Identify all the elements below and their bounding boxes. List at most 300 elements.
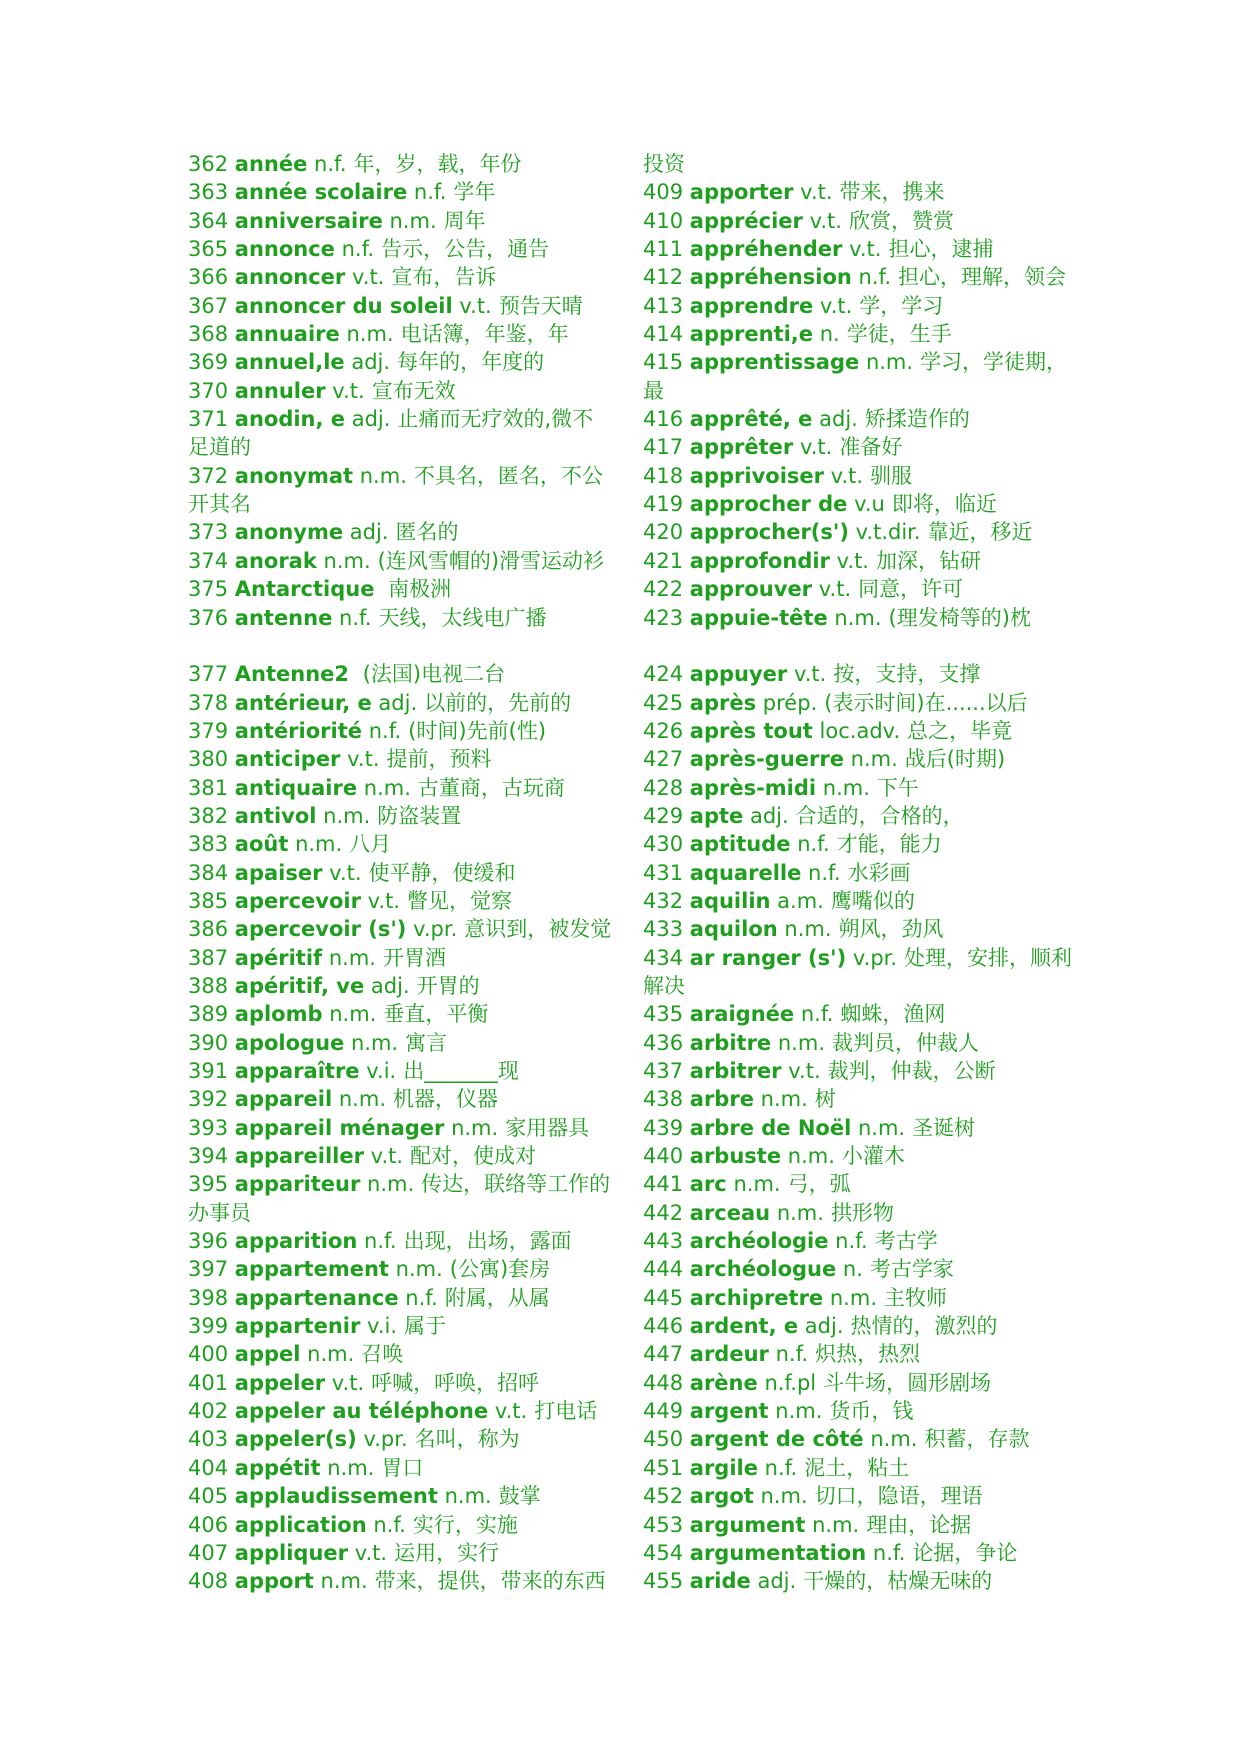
entry-part-of-speech: n.m.: [777, 1030, 825, 1055]
vocab-entry: [643, 1482, 1083, 1510]
entry-word: apprendre: [689, 293, 814, 318]
vocab-entry: [188, 462, 628, 490]
entry-part-of-speech: v.u: [854, 492, 885, 517]
entry-number: 454: [643, 1540, 684, 1565]
entry-part-of-speech: n.m.: [822, 775, 870, 800]
entry-number: 379: [188, 718, 229, 743]
vocab-entry: [643, 1029, 1083, 1057]
entry-word: appariteur: [234, 1172, 361, 1197]
entry-number: 396: [188, 1229, 229, 1254]
vocab-entry: [643, 1255, 1083, 1283]
entry-number: 407: [188, 1540, 229, 1565]
entry-number: 417: [643, 435, 684, 460]
entry-part-of-speech: n.m.: [367, 1172, 415, 1197]
entry-word: arbitrer: [689, 1059, 782, 1083]
vocab-entry: [188, 405, 628, 433]
entry-number: 364: [188, 208, 229, 233]
entry-number: 374: [188, 548, 229, 573]
entry-part-of-speech: v.t.: [354, 1540, 388, 1565]
entry-meaning: 论据，争论: [912, 1540, 1018, 1565]
entry-part-of-speech: n.f.: [373, 1512, 406, 1537]
vocab-entry: [188, 1142, 628, 1170]
entry-part-of-speech: n.m.: [834, 605, 882, 630]
vocab-entry: [643, 1454, 1083, 1482]
entry-number: 420: [643, 520, 684, 545]
vocab-entry: [643, 1511, 1083, 1539]
entry-meaning: 裁判，仲裁，公断: [827, 1059, 996, 1083]
entry-meaning: 呼喊，呼唤，招呼: [371, 1370, 540, 1395]
vocab-entry: [188, 1000, 628, 1028]
vocab-entry: [188, 1539, 628, 1567]
entry-word: apaiser: [234, 860, 323, 885]
entry-number: 403: [188, 1427, 229, 1452]
vocab-entry: [643, 433, 1083, 461]
entry-meaning: 靠近，移近: [927, 520, 1033, 545]
vocab-entry: [188, 717, 628, 745]
entry-number: 406: [188, 1512, 229, 1537]
entry-word: apologue: [234, 1030, 345, 1055]
vocab-entry: [643, 575, 1083, 603]
vocab-entry: [188, 1170, 628, 1198]
entry-number: 440: [643, 1144, 684, 1169]
entry-continuation: [188, 1199, 628, 1227]
entry-word: appeler au téléphone: [234, 1399, 489, 1424]
vocab-entry: [188, 1085, 628, 1113]
entry-meaning: 即将，临近: [891, 492, 997, 517]
entry-word: arbre: [689, 1087, 754, 1112]
entry-word: archéologue: [689, 1257, 837, 1282]
entry-word: année scolaire: [234, 180, 408, 205]
entry-part-of-speech: n.m.: [865, 350, 914, 375]
entry-number: 415: [643, 350, 684, 375]
vocab-entry: [643, 915, 1083, 943]
entry-meaning: 合适的，合格的，: [795, 803, 964, 828]
entry-word: aptitude: [689, 832, 791, 857]
entry-number: 400: [188, 1342, 229, 1367]
entry-number: 442: [643, 1200, 684, 1225]
entry-number: 371: [188, 407, 229, 432]
vocab-entry: [643, 717, 1083, 745]
entry-word: apprenti,e: [689, 322, 814, 347]
entry-meaning: 打电话: [534, 1399, 598, 1424]
entry-number: 397: [188, 1257, 229, 1282]
vocab-entry: [188, 1567, 628, 1595]
entry-meaning: 下午: [876, 775, 919, 800]
entry-part-of-speech: n.m.: [363, 775, 411, 800]
entry-part-of-speech: adj.: [378, 690, 418, 715]
vocab-entry: [188, 1057, 628, 1085]
entry-word: appeler(s): [234, 1427, 357, 1452]
entry-part-of-speech: n.m.: [395, 1257, 443, 1282]
entry-meaning: 主牧师: [884, 1285, 947, 1310]
entry-word: annonce: [234, 237, 335, 262]
entry-meaning: 出_______现: [403, 1059, 519, 1083]
entry-meaning: 周年: [443, 208, 486, 233]
entry-word: apparaître: [234, 1059, 360, 1083]
right-column: [643, 150, 1083, 1596]
entry-meaning: 学，学习: [859, 293, 944, 318]
entry-meaning: 召唤: [361, 1342, 404, 1367]
entry-meaning: 防盗装置: [377, 803, 462, 828]
continuation-text: 解决: [643, 973, 685, 998]
entry-part-of-speech: a.m.: [777, 888, 824, 913]
entry-number: 424: [643, 662, 684, 687]
entry-part-of-speech: v.t.: [800, 180, 833, 205]
entry-meaning: 准备好: [839, 435, 903, 460]
entry-word: aquilin: [689, 888, 771, 913]
entry-meaning: 鼓掌: [498, 1484, 541, 1509]
entry-part-of-speech: v.t.: [494, 1399, 528, 1424]
entry-part-of-speech: n.f.: [800, 1002, 834, 1027]
entry-number: 369: [188, 350, 229, 375]
vocab-entry: [643, 1227, 1083, 1255]
vocab-entry: [643, 944, 1083, 972]
entry-part-of-speech: n.m.: [733, 1172, 781, 1197]
entry-word: apéritif, ve: [234, 973, 365, 998]
entry-number: 438: [643, 1087, 684, 1112]
entry-word: argument: [689, 1512, 806, 1537]
vocab-entry: [643, 263, 1083, 291]
entry-part-of-speech: v.t.: [819, 293, 853, 318]
entry-number: 414: [643, 322, 684, 347]
vocab-entry: [188, 887, 628, 915]
entry-part-of-speech: n.m.: [359, 463, 407, 488]
entry-word: anorak: [234, 548, 317, 573]
vocab-entry: [643, 1284, 1083, 1312]
entry-meaning: 裁判员，仲裁人: [832, 1030, 979, 1055]
entry-part-of-speech: n.m.: [857, 1115, 906, 1140]
entry-meaning: 古董商，古玩商: [417, 775, 565, 800]
entry-word: apprécier: [689, 208, 803, 233]
entry-part-of-speech: loc.adv.: [819, 718, 901, 743]
vocab-entry: [643, 1425, 1083, 1453]
entry-meaning: 附属，从属: [444, 1285, 550, 1310]
entry-word: appareil ménager: [234, 1115, 445, 1140]
entry-part-of-speech: n.f.: [764, 1455, 798, 1480]
vocab-entry: [188, 547, 628, 575]
entry-number: 413: [643, 293, 684, 318]
entry-word: arène: [689, 1370, 758, 1395]
vocab-entry: [188, 150, 628, 178]
vocab-entry: [643, 1567, 1083, 1595]
entry-number: 391: [188, 1059, 229, 1083]
vocab-entry: [188, 660, 628, 688]
entry-part-of-speech: n.m.: [389, 208, 437, 233]
entry-meaning: 驯服: [870, 463, 913, 488]
entry-word: annoncer: [234, 265, 346, 290]
entry-number: 367: [188, 293, 229, 318]
entry-meaning: 宣布，告诉: [391, 265, 497, 290]
entry-meaning: (时间)先前(性): [408, 718, 547, 743]
blank-line: [643, 632, 1083, 660]
entry-word: apprivoiser: [689, 463, 824, 488]
entry-meaning: 学徒，生手: [846, 322, 952, 347]
entry-number: 394: [188, 1144, 229, 1169]
continuation-text: 最: [643, 378, 664, 403]
entry-word: antenne: [234, 605, 333, 630]
vocab-entry: [188, 235, 628, 263]
entry-part-of-speech: adj.: [370, 973, 410, 998]
entry-word: Antenne2: [234, 662, 350, 687]
entry-continuation: [643, 377, 1083, 405]
entry-part-of-speech: n.m.: [829, 1285, 877, 1310]
entry-number: 398: [188, 1285, 229, 1310]
entry-part-of-speech: v.t.: [793, 662, 827, 687]
entry-meaning: 配对，使成对: [410, 1144, 537, 1169]
entry-part-of-speech: v.t.: [809, 208, 842, 233]
vocab-entry: [188, 1340, 628, 1368]
blank-line: [188, 632, 628, 660]
entry-word: appliquer: [234, 1540, 348, 1565]
entry-part-of-speech: v.t.: [830, 463, 864, 488]
entry-word: annuler: [234, 378, 326, 403]
entry-part-of-speech: v.t.dir.: [855, 520, 921, 545]
entry-number: 405: [188, 1484, 229, 1509]
entry-word: arbre de Noël: [689, 1115, 852, 1140]
continuation-text: 足道的: [188, 435, 251, 460]
entry-meaning: 总之，毕竟: [907, 718, 1013, 743]
entry-word: appréhender: [689, 237, 843, 262]
entry-meaning: (连风雪帽的)滑雪运动衫: [377, 548, 605, 573]
entry-part-of-speech: adj.: [819, 407, 858, 432]
entry-part-of-speech: n.f.pl: [764, 1370, 817, 1395]
entry-number: 418: [643, 463, 684, 488]
entry-part-of-speech: n.m.: [775, 1399, 823, 1424]
entry-meaning: (公寓)套房: [449, 1257, 551, 1282]
entry-word: annuaire: [234, 322, 340, 347]
entry-meaning: 使平静，使缓和: [368, 860, 516, 885]
vocab-entry: [188, 377, 628, 405]
entry-part-of-speech: n.f.: [364, 1229, 397, 1254]
entry-word: argumentation: [689, 1540, 867, 1565]
entry-word: après-midi: [689, 775, 817, 800]
entry-part-of-speech: adj.: [757, 1569, 797, 1594]
entry-word: année: [234, 152, 308, 176]
entry-word: annuel,le: [234, 350, 345, 375]
entry-word: appréhension: [689, 265, 852, 290]
vocab-entry: [643, 1397, 1083, 1425]
entry-word: apprentissage: [689, 350, 860, 375]
vocab-entry: [643, 1170, 1083, 1198]
entry-part-of-speech: v.t.: [459, 293, 492, 318]
entry-meaning: 宣布无效: [371, 378, 456, 403]
entry-word: appuie-tête: [689, 605, 828, 630]
entry-word: apercevoir (s'): [234, 917, 407, 942]
entry-number: 404: [188, 1455, 229, 1480]
vocab-entry: [188, 1425, 628, 1453]
vocab-entry: [188, 1255, 628, 1283]
entry-word: apercevoir: [234, 888, 361, 913]
entry-meaning: 积蓄，存款: [924, 1427, 1030, 1452]
vocab-entry: [643, 1085, 1083, 1113]
entry-word: application: [234, 1512, 367, 1537]
entry-continuation: [643, 150, 1083, 178]
entry-word: après tout: [689, 718, 813, 743]
entry-meaning: 告示，公告，通告: [381, 237, 550, 262]
entry-word: apéritif: [234, 945, 323, 970]
entry-word: applaudissement: [234, 1484, 438, 1509]
entry-part-of-speech: adj.: [351, 407, 391, 432]
vocab-entry: [188, 1284, 628, 1312]
entry-word: approfondir: [689, 548, 830, 573]
entry-part-of-speech: n.m.: [850, 747, 898, 772]
entry-number: 455: [643, 1569, 684, 1594]
vocab-entry: [643, 207, 1083, 235]
entry-meaning: 止痛而无疗效的,微不: [397, 407, 594, 432]
vocab-entry: [643, 830, 1083, 858]
entry-word: appuyer: [689, 662, 788, 687]
entry-number: 381: [188, 775, 229, 800]
entry-part-of-speech: n.m.: [346, 322, 394, 347]
entry-word: apte: [689, 803, 744, 828]
vocab-entry: [643, 462, 1083, 490]
entry-meaning: 水彩画: [847, 860, 911, 885]
entry-number: 368: [188, 322, 229, 347]
entry-number: 446: [643, 1314, 684, 1339]
entry-word: arceau: [689, 1200, 771, 1225]
entry-number: 448: [643, 1370, 684, 1395]
entry-continuation: [643, 972, 1083, 1000]
entry-word: appel: [234, 1342, 301, 1367]
vocab-entry: [188, 518, 628, 546]
entry-number: 372: [188, 463, 229, 488]
entry-number: 427: [643, 747, 684, 772]
entry-part-of-speech: n.f.: [835, 1229, 868, 1254]
entry-part-of-speech: adj.: [804, 1314, 844, 1339]
entry-meaning: 南极洲: [388, 577, 452, 602]
entry-part-of-speech: v.pr.: [363, 1427, 408, 1452]
entry-meaning: 处理，安排，顺利: [904, 945, 1073, 970]
entry-number: 411: [643, 237, 684, 262]
entry-word: après: [689, 690, 757, 715]
entry-part-of-speech: n.: [842, 1257, 863, 1282]
entry-number: 450: [643, 1427, 684, 1452]
continuation-text: 办事员: [188, 1200, 251, 1225]
entry-part-of-speech: n.m.: [350, 1030, 399, 1055]
entry-meaning: 弓，弧: [787, 1172, 851, 1197]
entry-number: 436: [643, 1030, 684, 1055]
vocab-entry: [643, 887, 1083, 915]
entry-number: 412: [643, 265, 684, 290]
vocab-entry: [643, 405, 1083, 433]
entry-meaning: 泥土，粘土: [804, 1455, 910, 1480]
vocab-entry: [188, 1114, 628, 1142]
entry-word: archéologie: [689, 1229, 829, 1254]
entry-number: 378: [188, 690, 229, 715]
entry-meaning: (表示时间)在......以后: [824, 690, 1028, 715]
entry-meaning: 拱形物: [830, 1200, 894, 1225]
entry-word: antiquaire: [234, 775, 358, 800]
entry-word: anniversaire: [234, 208, 383, 233]
entry-part-of-speech: n.f.: [413, 180, 447, 205]
vocab-entry: [643, 292, 1083, 320]
vocab-entry: [643, 320, 1083, 348]
entry-word: ar ranger (s'): [689, 945, 847, 970]
vocab-entry: [188, 1312, 628, 1340]
vocab-entry: [188, 178, 628, 206]
entry-word: appétit: [234, 1455, 321, 1480]
entry-number: 453: [643, 1512, 684, 1537]
entry-word: appartenir: [234, 1314, 361, 1339]
entry-meaning: 意识到，被发觉: [464, 917, 612, 942]
vocab-entry: [643, 1142, 1083, 1170]
entry-part-of-speech: v.pr.: [413, 917, 458, 942]
vocab-entry: [643, 802, 1083, 830]
vocab-entry: [188, 1454, 628, 1482]
entry-number: 434: [643, 945, 684, 970]
vocab-entry: [643, 490, 1083, 518]
entry-part-of-speech: adj.: [349, 520, 389, 545]
vocab-entry: [643, 660, 1083, 688]
entry-meaning: 名叫，称为: [414, 1427, 520, 1452]
entry-meaning: 年，岁，载，年份: [353, 152, 522, 176]
entry-part-of-speech: n.f.: [797, 832, 830, 857]
vocab-entry: [643, 689, 1083, 717]
vocab-entry: [188, 575, 628, 603]
continuation-text: 开其名: [188, 492, 251, 517]
vocab-entry: [643, 1199, 1083, 1227]
entry-number: 393: [188, 1115, 229, 1140]
entry-part-of-speech: adj.: [351, 350, 391, 375]
entry-meaning: 属于: [404, 1314, 447, 1339]
entry-meaning: 圣诞树: [912, 1115, 976, 1140]
entry-meaning: 热情的，激烈的: [850, 1314, 998, 1339]
entry-part-of-speech: n.m.: [760, 1087, 808, 1112]
entry-part-of-speech: n.m.: [320, 1569, 368, 1594]
vocab-entry: [643, 745, 1083, 773]
entry-meaning: 带来，提供，带来的东西: [374, 1569, 606, 1594]
entry-part-of-speech: adj.: [749, 803, 789, 828]
vocab-entry: [188, 944, 628, 972]
entry-part-of-speech: n.m.: [323, 803, 371, 828]
entry-meaning: 矫揉造作的: [864, 407, 970, 432]
entry-part-of-speech: n.f.: [872, 1540, 906, 1565]
entry-part-of-speech: n.m.: [760, 1484, 808, 1509]
entry-part-of-speech: n.f.: [314, 152, 347, 176]
entry-part-of-speech: n.m.: [451, 1115, 499, 1140]
entry-number: 402: [188, 1399, 229, 1424]
entry-part-of-speech: n.f.: [368, 718, 402, 743]
vocab-entry: [643, 518, 1083, 546]
entry-number: 452: [643, 1484, 684, 1509]
entry-number: 390: [188, 1030, 229, 1055]
entry-part-of-speech: v.t.: [788, 1059, 821, 1083]
entry-part-of-speech: n.m.: [787, 1144, 835, 1169]
entry-part-of-speech: v.i.: [367, 1314, 398, 1339]
entry-number: 441: [643, 1172, 684, 1197]
entry-number: 443: [643, 1229, 684, 1254]
entry-part-of-speech: n.: [819, 322, 840, 347]
entry-part-of-speech: n.f.: [341, 237, 375, 262]
entry-meaning: 预告天晴: [498, 293, 583, 318]
vocab-entry: [188, 830, 628, 858]
entry-number: 363: [188, 180, 229, 205]
entry-meaning: 考古学家: [869, 1257, 954, 1282]
entry-meaning: 出现，出场，露面: [403, 1229, 572, 1254]
entry-meaning: 担心，理解，领会: [898, 265, 1067, 290]
entry-meaning: 小灌木: [841, 1144, 905, 1169]
entry-part-of-speech: n.m.: [776, 1200, 824, 1225]
entry-meaning: 电话簿，年鉴，年: [400, 322, 569, 347]
entry-number: 399: [188, 1314, 229, 1339]
entry-number: 384: [188, 860, 229, 885]
vocab-entry: [188, 292, 628, 320]
entry-part-of-speech: v.t.: [329, 860, 362, 885]
entry-meaning: 鹰嘴似的: [830, 888, 915, 913]
entry-number: 386: [188, 917, 229, 942]
entry-word: apparition: [234, 1229, 358, 1254]
entry-number: 422: [643, 577, 684, 602]
